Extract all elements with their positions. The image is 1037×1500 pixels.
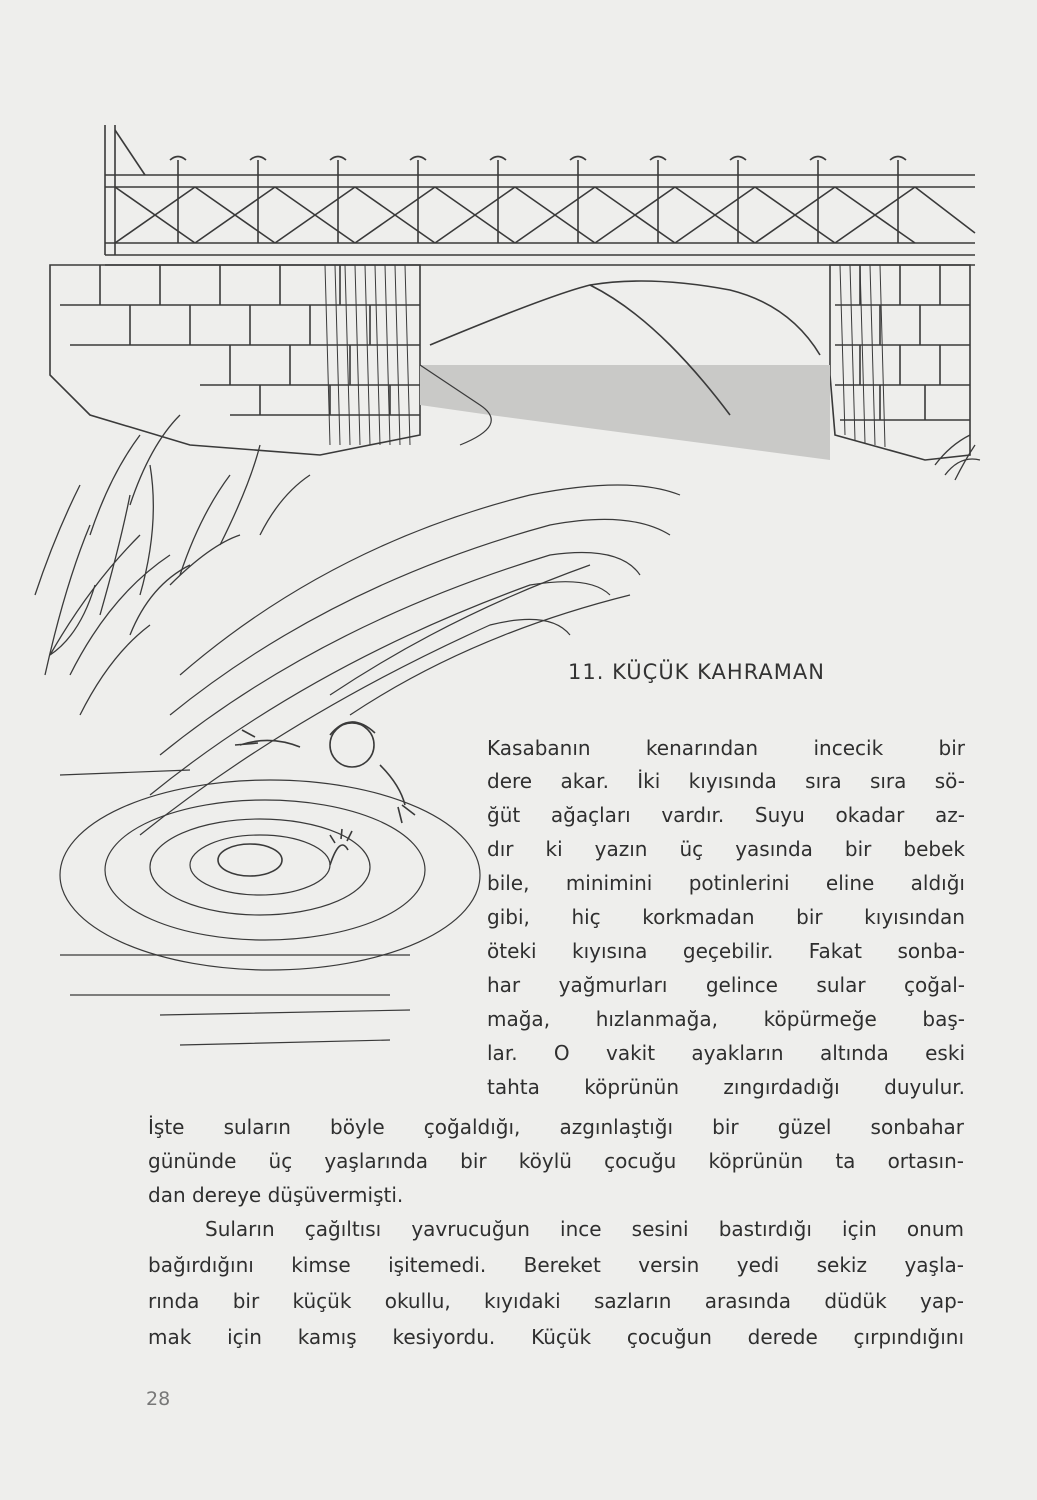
text-line: öteki kıyısına geçebilir. Fakat sonba- bbox=[487, 939, 965, 963]
text-line: lar. O vakit ayakların altında eski bbox=[487, 1041, 965, 1065]
text-line: dır ki yazın üç yasında bir bebek bbox=[487, 837, 965, 861]
text-line: tahta köprünün zıngırdadığı duyulur. bbox=[487, 1075, 965, 1099]
right-abutment bbox=[830, 265, 970, 460]
bridge-shadow bbox=[420, 365, 830, 460]
text-line: Suların çağıltısı yavrucuğun ince sesini bastırdığı için onum bbox=[205, 1217, 964, 1241]
left-bank-reeds bbox=[35, 415, 310, 715]
text-line: İşte suların böyle çoğaldığı, azgınlaştığı bir güzel sonbahar bbox=[148, 1115, 964, 1139]
whirlpool-ripples bbox=[60, 770, 480, 1045]
text-line: mak için kamış kesiyordu. Küçük çocuğun derede çırpındığını bbox=[148, 1325, 964, 1349]
text-line: rında bir küçük okullu, kıyıdaki sazların arasında düdük yap- bbox=[148, 1289, 964, 1313]
text-line: Kasabanın kenarından incecik bir bbox=[487, 736, 965, 760]
text-line: bağırdığını kimse işitemedi. Bereket versin yedi sekiz yaşla- bbox=[148, 1253, 964, 1277]
chapter-title: 11. KÜÇÜK KAHRAMAN bbox=[568, 660, 825, 684]
text-line: gününde üç yaşlarında bir köylü çocuğu köprünün ta ortasın- bbox=[148, 1149, 964, 1173]
rescuing-boy bbox=[235, 722, 415, 823]
bridge-railing bbox=[105, 125, 975, 265]
text-line: ğüt ağaçları vardır. Suyu okadar az- bbox=[487, 803, 965, 827]
right-bank-reeds bbox=[935, 435, 980, 480]
text-line: har yağmurları gelince sular çoğal- bbox=[487, 973, 965, 997]
text-line: bile, minimini potinlerini eline aldığı bbox=[487, 871, 965, 895]
text-line: dan dereye düşüvermişti. bbox=[148, 1183, 404, 1207]
text-line: mağa, hızlanmağa, köpürmeğe baş- bbox=[487, 1007, 965, 1031]
page-number: 28 bbox=[146, 1388, 171, 1410]
text-line: gibi, hiç korkmadan bir kıyısından bbox=[487, 905, 965, 929]
text-line: dere akar. İki kıyısında sıra sıra sö- bbox=[487, 769, 965, 793]
far-riverbank bbox=[430, 281, 820, 355]
left-abutment bbox=[50, 265, 420, 455]
